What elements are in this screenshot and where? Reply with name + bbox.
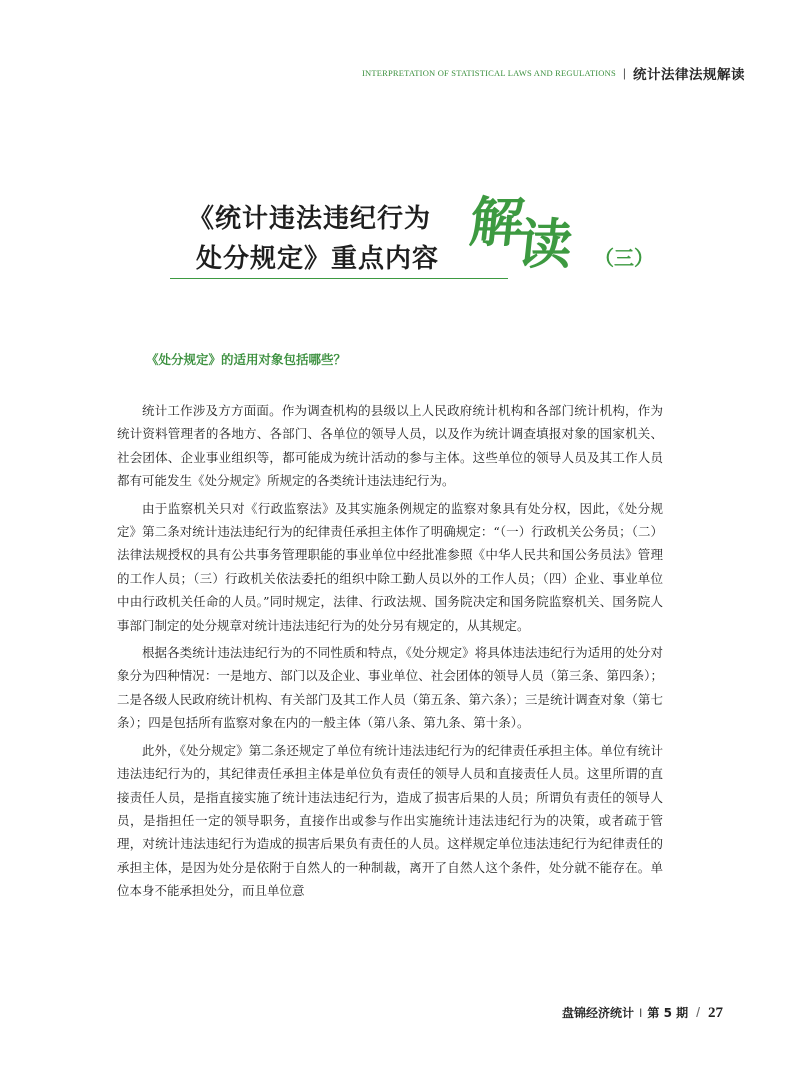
page-footer (562, 1004, 723, 1022)
title-part-number: （三） (594, 246, 654, 270)
title-underline (170, 278, 508, 279)
paragraph-3: 根据各类统计违法违纪行为的不同性质和特点，《处分规定》将具体违法违纪行为适用的处分对象分为四种情况：一是地方、部门以及企业、事业单位、社会团体的领导人员（第三条、第四条）；二是各级人民政府统计机构、有关部门及其工作人员（第五条、第六条）；三是统计调查对象（第七条）；四是包括所有监察对象在内的一般主体（第八条、第九条、第十条）。 (117, 645, 663, 731)
footer-issue: 第 5 期 (647, 1006, 689, 1020)
title-line-1: 《统计违法违纪行为 (188, 204, 432, 234)
header-separator: | (622, 66, 626, 80)
article-title (170, 192, 670, 292)
paragraph-2: 由于监察机关只对《行政监察法》及其实施条例规定的监察对象具有处分权，因此，《处分规定》第二条对统计违法违纪行为的纪律责任承担主体作了明确规定：“（一）行政机关公务员；（二）法律法规授权的具有公共事务管理职能的事业单位中经批准参照《中华人民共和国公务员法》管理的工作人员；（三）行政机关依法委托的组织中除工勤人员以外的工作人员；（四）企业、事业单位中由行政机关任命的人员。”同时规定，法律、行政法规、国务院决定和国务院监察机关、国务院人事部门制定的处分规章对统计违法违纪行为的处分另有规定的，从其规定。 (117, 500, 663, 633)
title-calligraphy-jie: 解 (466, 191, 528, 254)
header-chinese-title: 统计法律法规解读 (633, 67, 745, 83)
header-english-title: INTERPRETATION OF STATISTICAL LAWS AND REGULATIONS (361, 68, 616, 78)
page-number: 27 (708, 1005, 723, 1021)
footer-separator: I (639, 1006, 643, 1020)
article-body (117, 399, 663, 907)
section-heading: 《处分规定》的适用对象包括哪些？ (146, 352, 347, 367)
paragraph-4: 此外，《处分规定》第二条还规定了单位有统计违法违纪行为的纪律责任承担主体。单位有统计违法违纪行为的，其纪律责任承担主体是单位负有责任的领导人员和直接责任人员。这里所谓的直接责任人员，是指直接实施了统计违法违纪行为，造成了损害后果的人员；所谓负有责任的领导人员，是指担任一定的领导职务，直接作出或参与作出实施统计违法违纪行为的决策，或者疏于管理，对统计违法违纪行为造成的损害后果负有责任的人员。这样规定单位违法违纪行为纪律责任的承担主体，是因为处分是依附于自然人的一种制裁，离开了自然人这个条件，处分就不能存在。单位本身不能承担处分，而且单位意 (117, 742, 663, 899)
footer-magazine-name: 盘锦经济统计 (562, 1006, 635, 1020)
paragraph-1: 统计工作涉及方方面面。作为调查机构的县级以上人民政府统计机构和各部门统计机构，作为统计资料管理者的各地方、各部门、各单位的领导人员，以及作为统计调查填报对象的国家机关、社会团体、企业事业组织等，都可能成为统计活动的参与主体。这些单位的领导人员及其工作人员都有可能发生《处分规定》所规定的各类统计违法违纪行为。 (117, 403, 663, 489)
title-line-2: 处分规定》重点内容 (196, 244, 440, 274)
running-header (362, 63, 745, 83)
footer-slash: / (696, 1004, 700, 1020)
title-calligraphy-du: 读 (514, 213, 576, 276)
